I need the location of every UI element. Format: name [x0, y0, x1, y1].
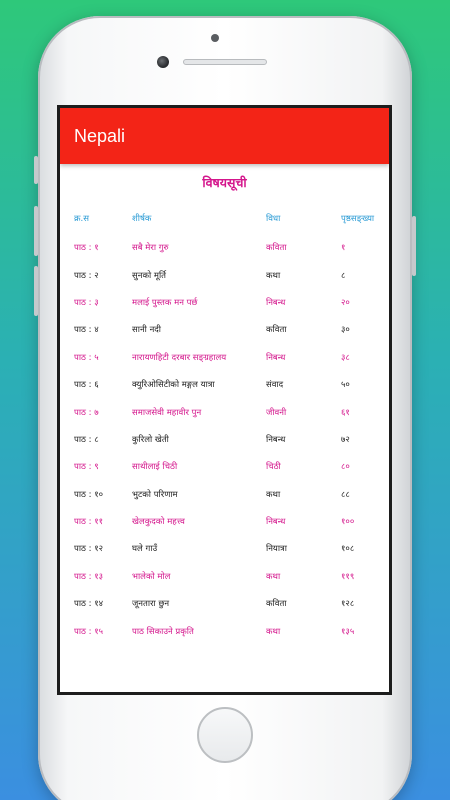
row-lesson-title: घले गाउँ	[132, 544, 158, 555]
row-lesson-number: पाठ : ९	[74, 462, 99, 473]
row-page-number: १३५	[341, 626, 355, 637]
toc-row-8[interactable]	[60, 426, 389, 453]
row-page-number: ८८	[341, 489, 350, 500]
row-lesson-number: पाठ : १२	[74, 544, 104, 555]
row-page-number: १	[341, 243, 346, 254]
row-lesson-number: पाठ : २	[74, 270, 99, 281]
row-page-number: ६१	[341, 407, 350, 418]
row-lesson-title: सबै मेरा गुरु	[132, 243, 169, 254]
row-lesson-title: सुनको मूर्ति	[132, 270, 167, 281]
row-lesson-genre: निबन्ध	[266, 297, 286, 308]
toc-row-2[interactable]	[60, 261, 389, 288]
app-screen	[57, 105, 392, 695]
row-page-number: ५०	[341, 380, 350, 391]
row-lesson-genre: कथा	[266, 571, 281, 582]
row-lesson-number: पाठ : ६	[74, 380, 99, 391]
toc-row-13[interactable]	[60, 563, 389, 590]
front-sensor	[211, 34, 219, 42]
header-genre: विधा	[266, 213, 281, 224]
row-lesson-title: सानी नदी	[132, 325, 162, 336]
row-lesson-genre: कविता	[266, 325, 287, 336]
toc-title: विषयसूची	[202, 175, 247, 190]
toc-row-7[interactable]	[60, 398, 389, 425]
toc-row-5[interactable]	[60, 344, 389, 371]
phone-volume-up-button	[34, 206, 38, 256]
toc-header-row	[60, 202, 389, 234]
toc-row-12[interactable]	[60, 535, 389, 562]
row-page-number: ३८	[341, 352, 350, 363]
row-lesson-title: भालेको मोल	[132, 571, 171, 582]
row-lesson-title: भुटको परिणाम	[132, 489, 178, 500]
row-lesson-number: पाठ : ७	[74, 407, 99, 418]
row-page-number: १२८	[341, 599, 355, 610]
row-lesson-title: पाठ सिकाउने प्रकृति	[132, 626, 194, 637]
row-page-number: ७२	[341, 434, 350, 445]
header-no: क्र.स	[74, 213, 89, 224]
toc-row-10[interactable]	[60, 481, 389, 508]
row-page-number: ३०	[341, 325, 350, 336]
row-lesson-number: पाठ : १०	[74, 489, 104, 500]
toc-list	[60, 234, 389, 645]
row-lesson-genre: कथा	[266, 489, 281, 500]
home-button[interactable]	[197, 707, 253, 763]
header-page: पृष्ठसङ्ख्या	[341, 213, 375, 224]
row-lesson-title: नारायणहिटी दरबार सङ्ग्रहालय	[132, 352, 227, 363]
toc-row-1[interactable]	[60, 234, 389, 261]
app-title: Nepali	[74, 125, 126, 146]
phone-volume-down-button	[34, 266, 38, 316]
row-page-number: १०८	[341, 544, 355, 555]
row-lesson-genre: निबन्ध	[266, 517, 286, 528]
row-lesson-number: पाठ : ३	[74, 297, 99, 308]
earpiece-speaker	[183, 59, 267, 65]
row-lesson-genre: संवाद	[266, 380, 284, 391]
toc-row-9[interactable]	[60, 453, 389, 480]
phone-power-button	[412, 216, 416, 276]
row-lesson-title: जूनतारा छुन	[132, 599, 170, 610]
row-lesson-number: पाठ : ११	[74, 517, 104, 528]
front-camera	[157, 56, 169, 68]
row-lesson-title: क्युरिओसिटीको मङ्गल यात्रा	[132, 380, 215, 391]
row-lesson-number: पाठ : १४	[74, 599, 104, 610]
toc-row-6[interactable]	[60, 371, 389, 398]
row-lesson-genre: चिठी	[266, 462, 281, 473]
row-lesson-number: पाठ : १३	[74, 571, 104, 582]
row-lesson-genre: निबन्ध	[266, 352, 286, 363]
phone-side-button	[34, 156, 38, 184]
row-page-number: ८०	[341, 462, 350, 473]
row-page-number: १००	[341, 517, 355, 528]
toc-row-15[interactable]	[60, 617, 389, 644]
toc-row-3[interactable]	[60, 289, 389, 316]
row-lesson-title: साथीलाई चिठी	[132, 462, 178, 473]
row-lesson-genre: कविता	[266, 599, 287, 610]
row-lesson-title: मलाई पुस्तक मन पर्छ	[132, 297, 198, 308]
row-lesson-genre: कथा	[266, 270, 281, 281]
row-lesson-title: कुरिलो खेती	[132, 434, 169, 445]
row-lesson-number: पाठ : ५	[74, 352, 99, 363]
toc-row-11[interactable]	[60, 508, 389, 535]
row-page-number: २०	[341, 297, 350, 308]
row-lesson-genre: नियात्रा	[266, 544, 287, 555]
header-title: शीर्षक	[132, 213, 152, 224]
app-bar	[60, 108, 389, 164]
row-lesson-number: पाठ : ८	[74, 434, 99, 445]
row-lesson-genre: कथा	[266, 626, 281, 637]
row-lesson-genre: जीवनी	[266, 407, 287, 418]
row-lesson-genre: कविता	[266, 243, 287, 254]
row-lesson-title: समाजसेवी महावीर पुन	[132, 407, 202, 418]
toc-row-4[interactable]	[60, 316, 389, 343]
row-page-number: ११९	[341, 571, 355, 582]
row-lesson-number: पाठ : ४	[74, 325, 99, 336]
row-lesson-number: पाठ : १५	[74, 626, 104, 637]
row-lesson-number: पाठ : १	[74, 243, 99, 254]
row-lesson-genre: निबन्ध	[266, 434, 286, 445]
row-lesson-title: खेलकुदको महत्त्व	[132, 517, 185, 528]
toc-row-14[interactable]	[60, 590, 389, 617]
row-page-number: ८	[341, 270, 346, 281]
